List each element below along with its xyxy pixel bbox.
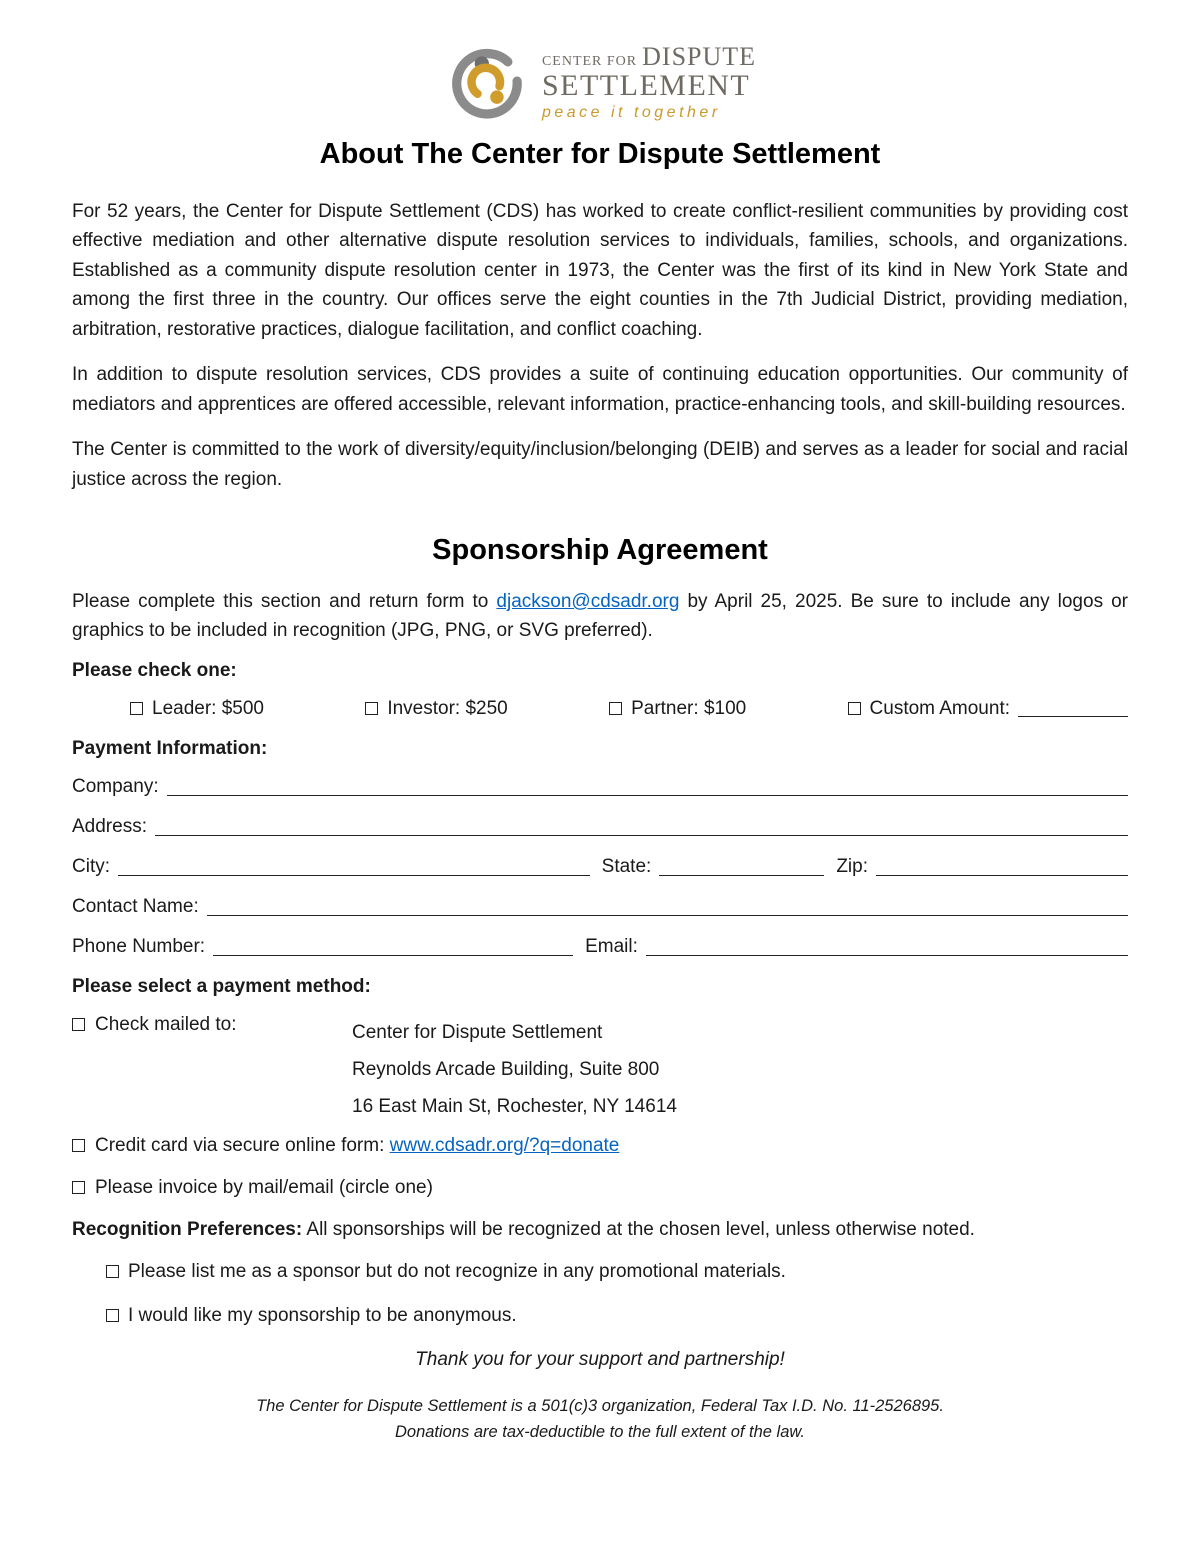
- intro-text-before-link: Please complete this section and return form to: [72, 590, 497, 612]
- intro-text-after-link: by April 25, 2025. Be sure to include any logos or graphics to be included in recognition (JPG, PNG, or SVG preferred).: [72, 590, 1128, 642]
- about-paragraph-2: In addition to dispute resolution services, CDS provides a suite of continuing education opportunities. Our community of mediators and apprentices are offered accessible, relevant information, practice-enhancing tools, and skill-building resources.: [72, 364, 1128, 415]
- logo-tagline: peace it together: [541, 103, 721, 121]
- recognition-preferences-label: Recognition Preferences:: [72, 1218, 303, 1240]
- company-row: [72, 776, 1128, 798]
- recognition-option-list-only-label: Please list me as a sponsor but do not recognize in any promotional materials.: [128, 1260, 786, 1282]
- mailing-address: [352, 1014, 677, 1125]
- city-field[interactable]: [118, 860, 590, 876]
- email-link[interactable]: djackson@cdsadr.org: [496, 590, 680, 612]
- sponsorship-intro: [72, 587, 1128, 646]
- sponsorship-level-options: [72, 698, 1128, 720]
- contact-name-field[interactable]: [207, 900, 1128, 916]
- checkbox-partner[interactable]: [609, 702, 622, 715]
- cds-logo-icon: [444, 40, 528, 124]
- recognition-option-anonymous-label: I would like my sponsorship to be anonymous.: [128, 1304, 517, 1326]
- invoice-option[interactable]: [72, 1177, 1128, 1199]
- phone-label: Phone Number:: [72, 935, 206, 957]
- option-custom-amount-label: Custom Amount:: [869, 697, 1010, 719]
- logo-name-large: DISPUTE: [642, 41, 757, 71]
- check-mailed-option: [72, 1014, 1128, 1125]
- address-field[interactable]: [155, 820, 1128, 836]
- contact-name-label: Contact Name:: [72, 895, 199, 917]
- option-custom-amount[interactable]: [848, 698, 1128, 720]
- check-one-label: Please check one:: [72, 659, 237, 681]
- phone-email-row: [72, 936, 1128, 958]
- contact-name-row: [72, 896, 1128, 918]
- credit-card-label: Credit card via secure online form:: [95, 1134, 385, 1156]
- option-partner[interactable]: [609, 698, 746, 720]
- check-mailed-left[interactable]: [72, 1014, 352, 1036]
- option-leader-label: Leader: $500: [152, 697, 264, 719]
- checkbox-list-only[interactable]: [106, 1265, 119, 1278]
- city-state-zip-row: [72, 856, 1128, 878]
- about-paragraph-1: For 52 years, the Center for Dispute Settlement (CDS) has worked to create conflict-resilient communities by providing cost effective mediation and other alternative dispute resolution services to individuals, families, schools, and organizations. Established as a community dispute resolution center in 1973, the Center was the first of its kind in New York State and among the first three in the country. Our offices serve the eight counties in the 7th Judicial District, providing mediation, arbitration, restorative practices, dialogue facilitation, and conflict coaching.: [72, 201, 1128, 340]
- payment-info-label: Payment Information:: [72, 737, 268, 759]
- invoice-label: Please invoice by mail/email (circle one): [95, 1176, 433, 1198]
- zip-label: Zip:: [836, 855, 868, 877]
- state-field[interactable]: [659, 860, 824, 876]
- checkbox-leader[interactable]: [130, 702, 143, 715]
- payment-method-label: Please select a payment method:: [72, 975, 371, 997]
- credit-card-option[interactable]: [72, 1135, 1128, 1157]
- logo-name-line1: [542, 43, 756, 70]
- about-paragraph-3: The Center is committed to the work of diversity/equity/inclusion/belonging (DEIB) and serves as a leader for social and racial justice across the region.: [72, 439, 1128, 490]
- sponsorship-title: Sponsorship Agreement: [432, 533, 768, 566]
- option-investor[interactable]: [365, 698, 507, 720]
- zip-field[interactable]: [876, 860, 1128, 876]
- checkbox-anonymous[interactable]: [106, 1309, 119, 1322]
- mailing-address-line-3: 16 East Main St, Rochester, NY 14614: [352, 1095, 677, 1117]
- footer-deductible: Donations are tax-deductible to the full extent of the law.: [394, 1423, 805, 1442]
- company-field[interactable]: [167, 780, 1128, 796]
- option-investor-label: Investor: $250: [387, 697, 508, 719]
- recognition-option-anonymous[interactable]: [106, 1305, 1128, 1327]
- mailing-address-line-1: Center for Dispute Settlement: [352, 1021, 603, 1043]
- footer-tax-id: The Center for Dispute Settlement is a 501(c)3 organization, Federal Tax I.D. No. 11-2526895.: [256, 1396, 944, 1415]
- city-label: City:: [72, 855, 110, 877]
- state-label: State:: [601, 855, 652, 877]
- recognition-option-list-only[interactable]: [106, 1261, 1128, 1283]
- company-label: Company:: [72, 775, 159, 797]
- phone-field[interactable]: [213, 940, 573, 956]
- logo: [72, 40, 1128, 124]
- recognition-preferences-text: All sponsorships will be recognized at the chosen level, unless otherwise noted.: [302, 1218, 975, 1240]
- check-mailed-label: Check mailed to:: [95, 1013, 237, 1035]
- custom-amount-field[interactable]: [1018, 701, 1128, 717]
- checkbox-check-mailed[interactable]: [72, 1018, 85, 1031]
- thank-you-note: Thank you for your support and partnership!: [415, 1348, 785, 1370]
- checkbox-custom-amount[interactable]: [848, 702, 861, 715]
- recognition-preferences: [72, 1219, 1128, 1241]
- about-title: About The Center for Dispute Settlement: [319, 138, 881, 170]
- donate-link[interactable]: www.cdsadr.org/?q=donate: [389, 1134, 620, 1156]
- option-leader[interactable]: [130, 698, 264, 720]
- logo-text: [542, 43, 756, 122]
- logo-name-small: CENTER FOR: [541, 53, 638, 69]
- mailing-address-line-2: Reynolds Arcade Building, Suite 800: [352, 1058, 660, 1080]
- email-label: Email:: [585, 935, 638, 957]
- address-label: Address:: [72, 815, 147, 837]
- email-field[interactable]: [646, 940, 1128, 956]
- logo-name-line2: SETTLEMENT: [541, 69, 751, 102]
- checkbox-invoice[interactable]: [72, 1181, 85, 1194]
- option-partner-label: Partner: $100: [631, 697, 747, 719]
- address-row: [72, 816, 1128, 838]
- footer-note: [72, 1393, 1128, 1446]
- checkbox-investor[interactable]: [365, 702, 378, 715]
- checkbox-credit-card[interactable]: [72, 1139, 85, 1152]
